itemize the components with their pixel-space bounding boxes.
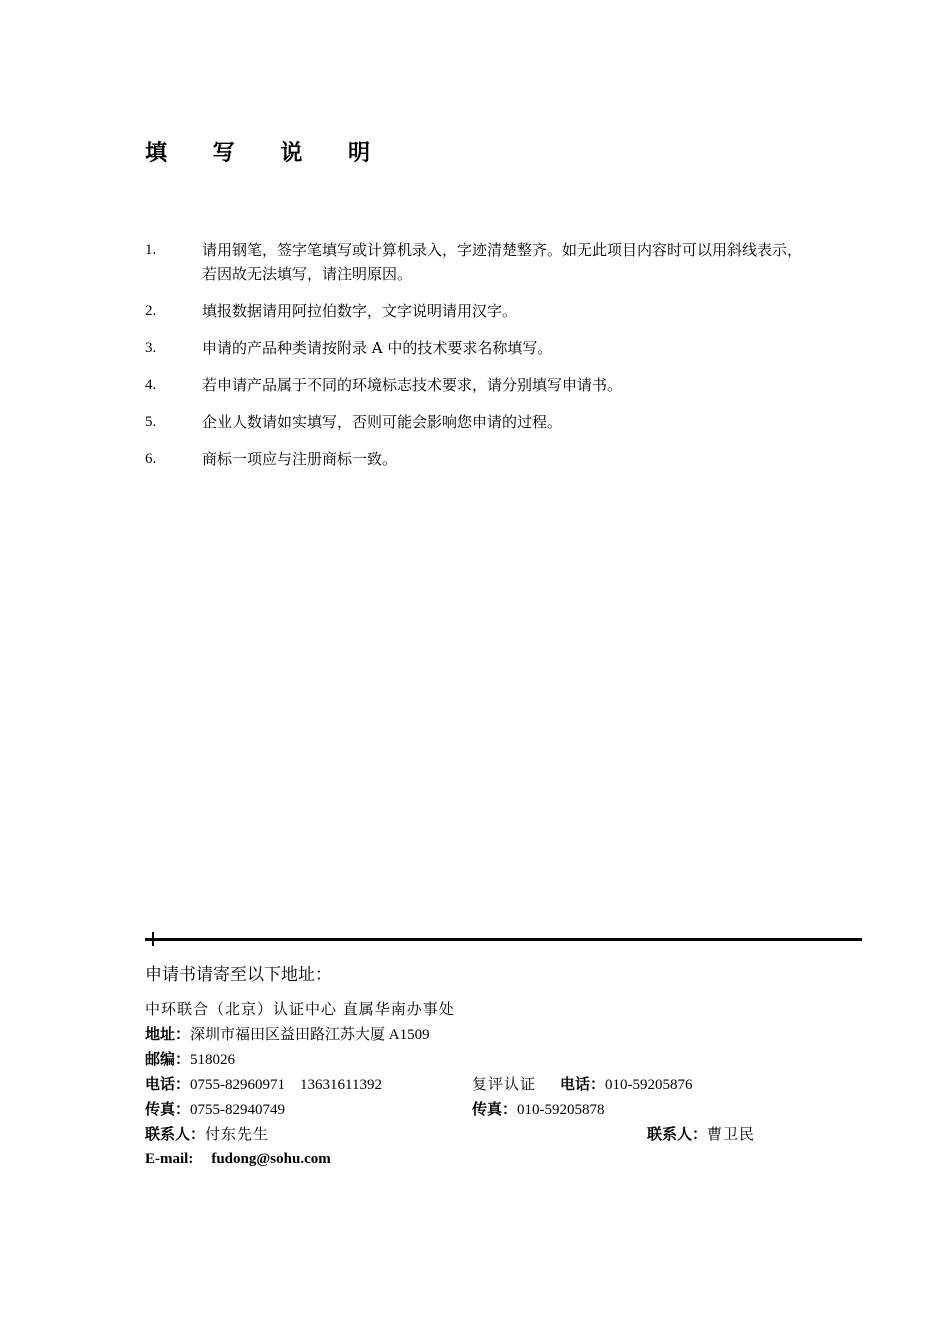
instruction-number: 2. <box>145 303 157 319</box>
instruction-item <box>145 410 815 434</box>
divider-tick <box>152 932 154 946</box>
address-value: 深圳市福田区益田路江苏大厦 A1509 <box>190 1027 430 1043</box>
mailing-heading: 申请书请寄至以下地址： <box>145 965 332 985</box>
instruction-item <box>145 447 815 471</box>
email-line <box>145 1149 331 1169</box>
section-divider <box>145 938 862 941</box>
instruction-number: 3. <box>145 340 157 356</box>
contact-label: 联系人： <box>145 1125 206 1143</box>
instruction-number: 1. <box>145 242 157 258</box>
review-contact-value: 曹卫民 <box>707 1125 756 1143</box>
fax-label: 传真： <box>145 1100 191 1118</box>
instruction-text: 若申请产品属于不同的环境标志技术要求，请分别填写申请书。 <box>202 376 623 394</box>
instruction-number: 4. <box>145 377 157 393</box>
phone-value: 0755-82960971 13631611392 <box>190 1077 382 1093</box>
email-value[interactable]: fudong@sohu.com <box>211 1151 331 1167</box>
fax-value: 0755-82940749 <box>190 1102 286 1118</box>
instructions-list <box>145 238 815 484</box>
instruction-text: 填报数据请用阿拉伯数字，文字说明请用汉字。 <box>202 302 518 320</box>
review-phone-line <box>472 1074 693 1095</box>
postcode-line <box>145 1049 235 1070</box>
review-phone-value: 010-59205876 <box>605 1077 693 1093</box>
postcode-label: 邮编： <box>145 1050 191 1068</box>
phone-label: 电话： <box>145 1075 191 1093</box>
review-name: 复评认证 <box>472 1075 537 1093</box>
phone-line <box>145 1074 382 1095</box>
instruction-text: 企业人数请如实填写，否则可能会影响您申请的过程。 <box>202 413 563 431</box>
instruction-text: 商标一项应与注册商标一致。 <box>202 450 398 468</box>
page-title: 填 写 说 明 <box>145 141 389 166</box>
instruction-item <box>145 299 815 323</box>
instruction-text: 请用钢笔，签字笔填写或计算机录入，字迹清楚整齐。如无此项目内容时可以用斜线表示，若因故无法填写，请注明原因。 <box>202 241 803 283</box>
instruction-item <box>145 373 815 397</box>
instruction-number: 5. <box>145 414 157 430</box>
contact-value: 付东先生 <box>205 1125 270 1143</box>
fax-line <box>145 1099 285 1120</box>
address-line <box>145 1024 430 1045</box>
instruction-text: 申请的产品种类请按附录 A 中的技术要求名称填写。 <box>202 339 553 357</box>
review-fax-line <box>472 1099 605 1120</box>
contact-line <box>145 1124 269 1144</box>
address-label: 地址： <box>145 1025 191 1043</box>
instruction-item <box>145 238 815 286</box>
review-phone-label: 电话： <box>560 1075 606 1093</box>
review-contact-line <box>647 1124 755 1144</box>
review-fax-value: 010-59205878 <box>517 1102 605 1118</box>
email-label: E-mail: <box>145 1151 194 1167</box>
postcode-value: 518026 <box>190 1052 236 1068</box>
review-contact-label: 联系人： <box>647 1125 708 1143</box>
instruction-item <box>145 336 815 360</box>
office-name: 中环联合（北京）认证中心 直属华南办事处 <box>145 1000 455 1018</box>
instruction-number: 6. <box>145 451 157 467</box>
review-fax-label: 传真： <box>472 1100 518 1118</box>
